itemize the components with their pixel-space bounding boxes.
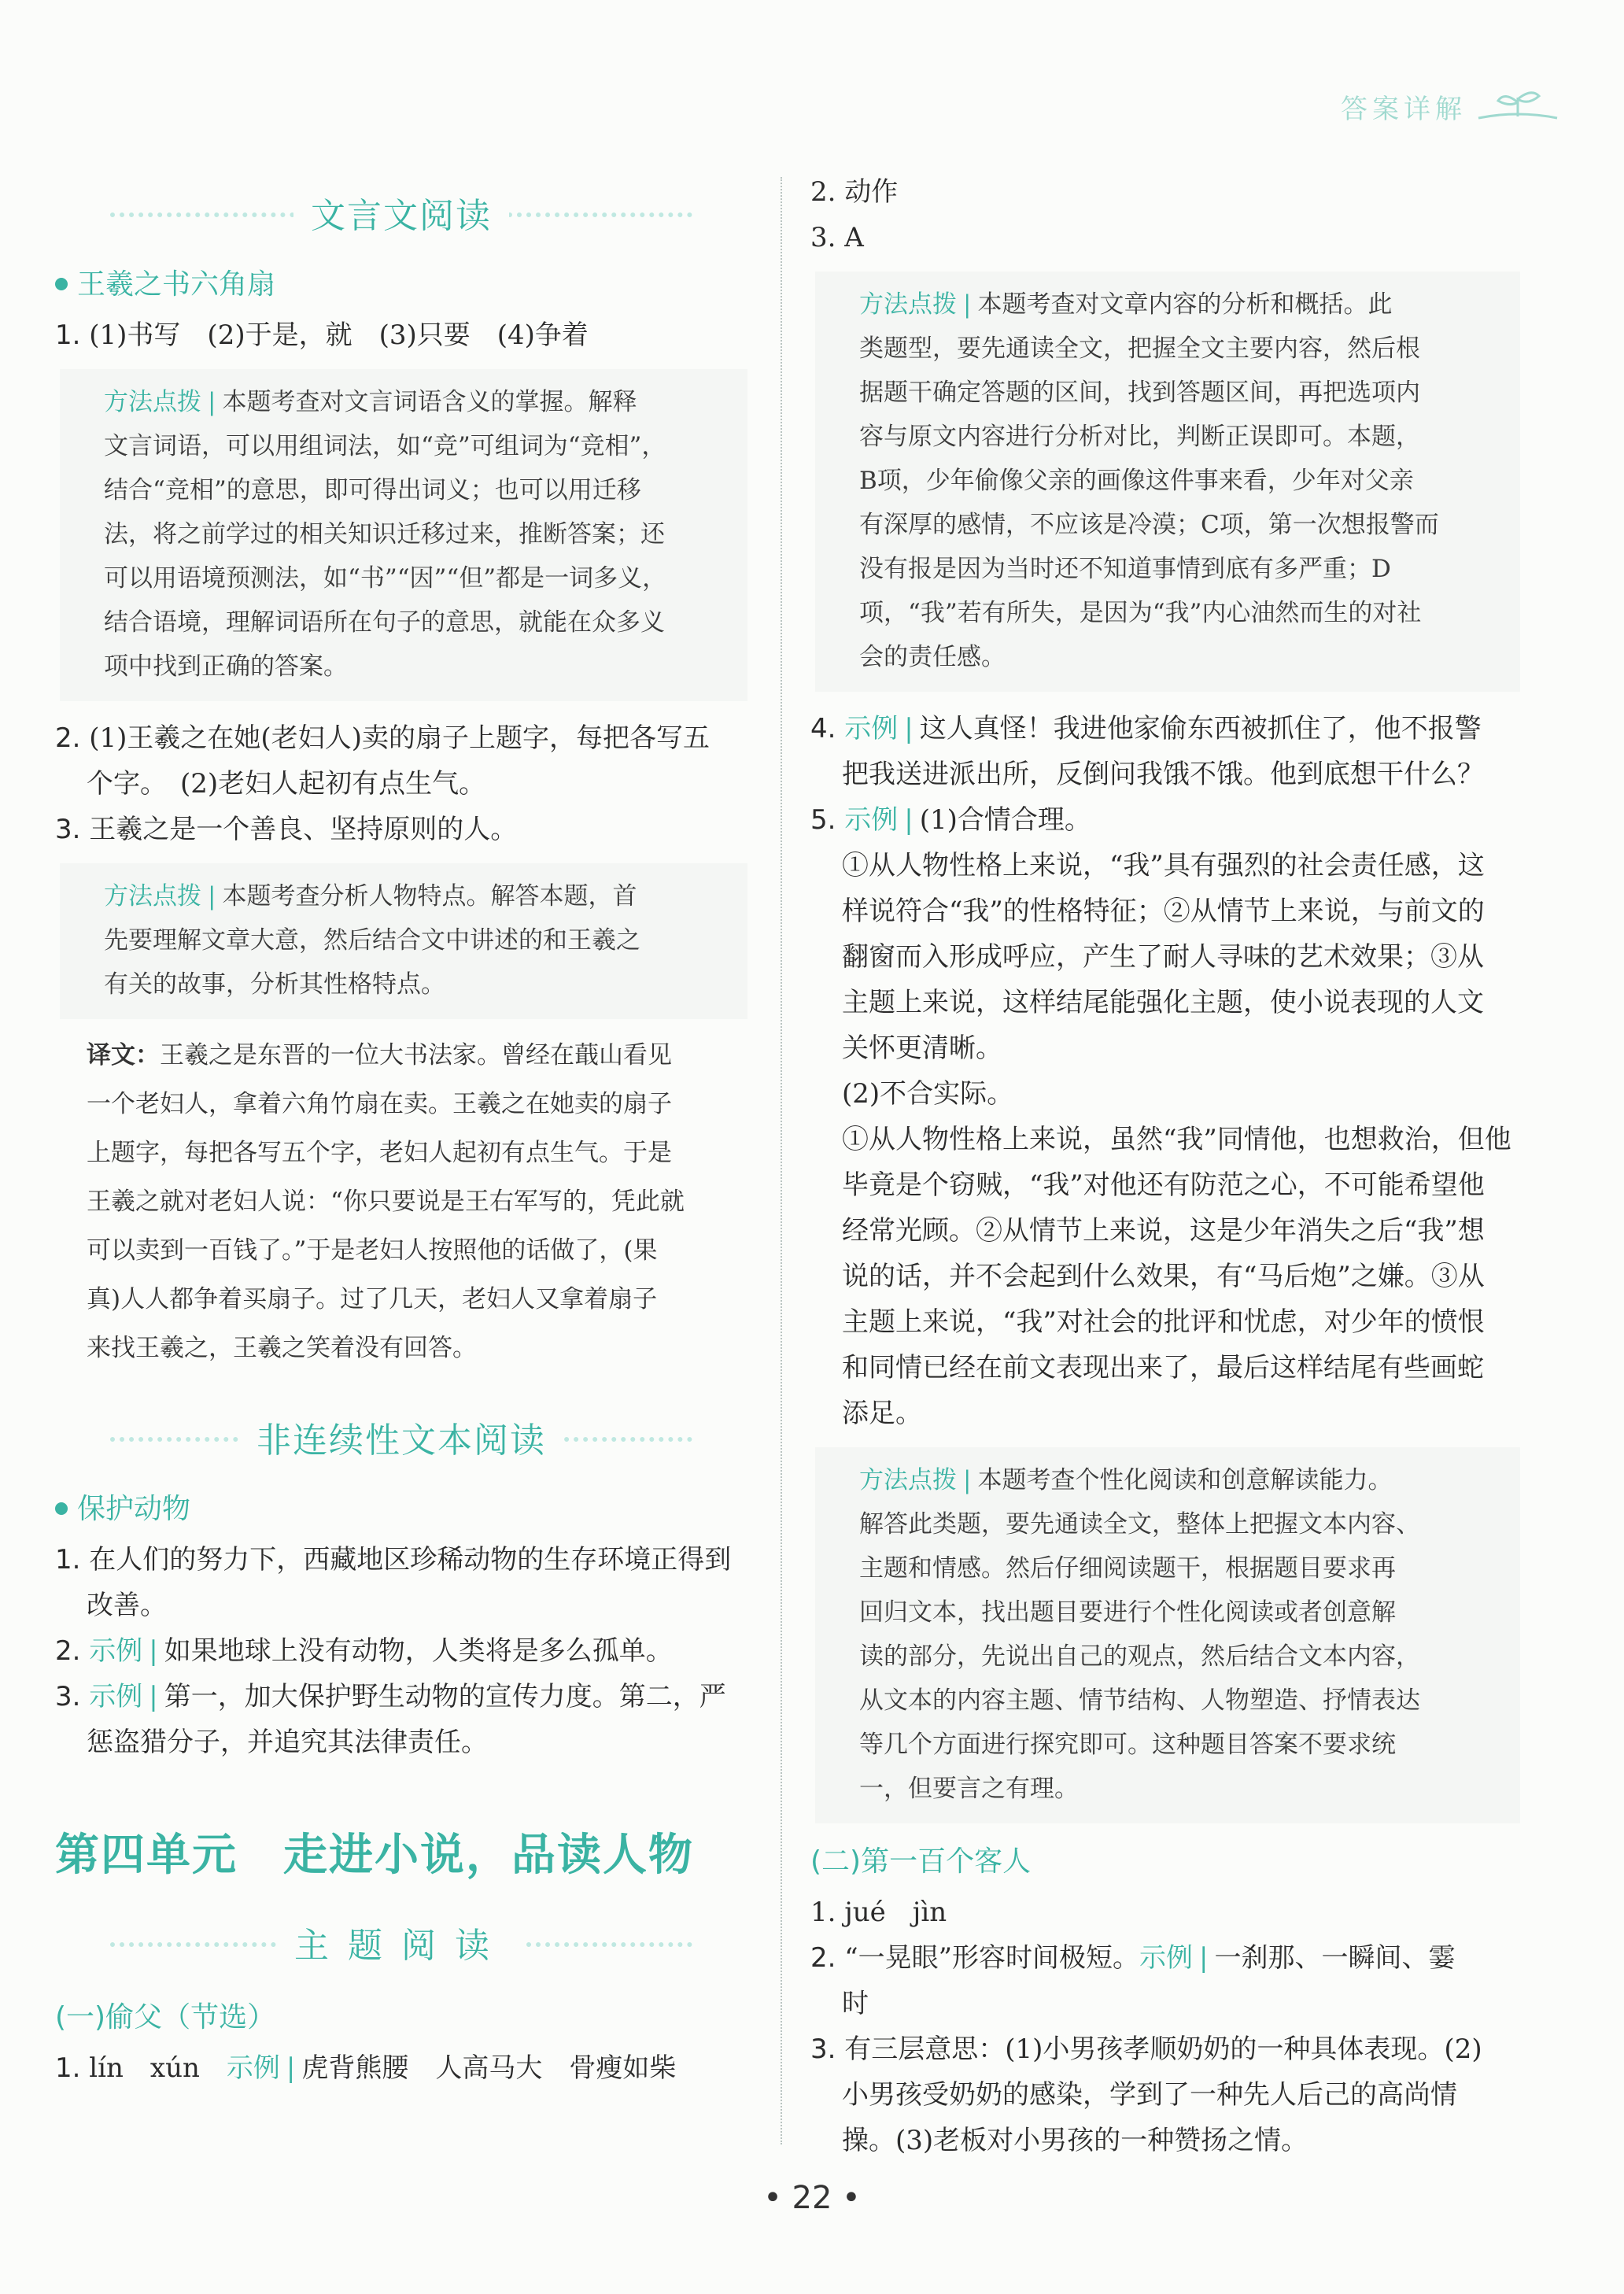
- method-tip: 方法点拨 | 本题考查分析人物特点。解答本题，首 先要理解文章大意，然后结合文中讲述的和王羲之 有关的故事，分析其性格特点。: [60, 863, 747, 1019]
- answer-1: 1. 在人们的努力下，西藏地区珍稀动物的生存环境正得到: [55, 1544, 732, 1576]
- answer-2-cont: 个字。 (2)老妇人起初有点生气。: [87, 768, 486, 800]
- answer-3: 3. A: [810, 222, 864, 253]
- answer-1: 1. lín xún 示例 | 虎背熊腰 人高马大 骨瘦如柴: [55, 2052, 677, 2084]
- method-tip: 方法点拨 | 本题考查个性化阅读和创意解读能力。 解答此类题，要先通读全文，整体上把握文本内容、 主题和情感。然后仔细阅读题干，根据题目要求再 回归文本，找出题目要进行个性化阅读或者创意解 读的部分，先说出自己的观点，然后结合文本内容， 从文本的内容主题、情节结构、人物塑造、抒情表达 等几个方面进行探究即可。这种题目答案不要求统 一，但要言之有理。: [815, 1447, 1520, 1823]
- column-divider: [781, 177, 782, 2144]
- method-tip: 方法点拨 | 本题考查对文章内容的分析和概括。此 类题型，要先通读全文，把握全文主要内容，然后根 据题干确定答题的区间，找到答题区间，再把选项内 容与原文内容进行分析对比，判断正误即可。本题， B项，少年偷像父亲的画像这件事来看，少年对父亲 有深厚的感情，不应该是冷漠；C项，第一次想报警而 没有报是因为当时还不知道事情到底有多严重；D 项，“我”若有所失，是因为“我”内心油然而生的对社 会的责任感。: [815, 272, 1520, 692]
- header-label: 答案详解: [1341, 93, 1467, 125]
- subsection-heading: 王羲之书六角扇: [55, 260, 747, 309]
- answer-5-body: ①从人物性格上来说，“我”具有强烈的社会责任感，这 样说符合“我”的性格特征；②从情节上来说，与前文的 翻窗而入形成呼应，产生了耐人寻味的艺术效果；③从 主题上来说，这样结尾能强化主题，使小说表现的人文 关怀更清晰。 (2)不合实际。 ①从人物性格上来说，虽然“我”同情他，也想救治，但他 毕竟是个窃贼，“我”对他还有防范之心，不可能希望他 经常光顾。②从情节上来说，这是少年消失之后“我”想 说的话，并不会起到什么效果，有“马后炮”之嫌。③从 主题上来说，“我”对社会的批评和忧虑，对少年的愤恨 和同情已经在前文表现出来了，最后这样结尾有些画蛇 添足。: [842, 850, 1511, 1429]
- bullet-dot-icon: [55, 278, 68, 290]
- unit-title: 第四单元 走进小说，品读人物: [55, 1830, 694, 1881]
- subsection-heading: 保护动物: [55, 1485, 747, 1534]
- answer-1: 1. jué jìn: [810, 1897, 947, 1928]
- sprout-icon: [1475, 87, 1561, 126]
- answer-1: 1. (1)书写 (2)于是，就 (3)只要 (4)争着: [55, 320, 589, 351]
- passage-heading: (二)第一百个客人: [810, 1845, 1032, 1878]
- answer-5: 5. 示例 | (1)合情合理。: [810, 804, 1091, 836]
- page-header: [1341, 87, 1561, 126]
- method-tip: 方法点拨 | 本题考查对文言词语含义的掌握。解释 文言词语，可以用组词法，如“竞”可组词为“竞相”， 结合“竞相”的意思，即可得出词义；也可以用迁移 法，将之前学过的相关知识迁移过来，推断答案；还 可以用语境预测法，如“书”“因”“但”都是一词多义， 结合语境，理解词语所在句子的意思，就能在众多义 项中找到正确的答案。: [60, 369, 747, 701]
- translation: 译文：王羲之是东晋的一位大书法家。曾经在蕺山看见 一个老妇人，拿着六角竹扇在卖。王羲之在她卖的扇子 上题字，每把各写五个字，老妇人起初有点生气。于是 王羲之就对老妇人说：“你只要说是王右军写的，凭此就 可以卖到一百钱了。”于是老妇人按照他的话做了，(果 真)人人都争着买扇子。过了几天，老妇人又拿着扇子 来找王羲之，王羲之笑着没有回答。: [87, 1041, 685, 1362]
- bullet-dot-icon: [55, 1502, 68, 1515]
- answer-4: 4. 示例 | 这人真怪！我进他家偷东西被抓住了，他不报警: [810, 713, 1482, 744]
- answer-2: 2. 示例 | 如果地球上没有动物，人类将是多么孤单。: [55, 1635, 673, 1667]
- answer-3: 3. 示例 | 第一，加大保护野生动物的宣传力度。第二，严: [55, 1681, 726, 1712]
- answer-3: 3. 有三层意思：(1)小男孩孝顺奶奶的一种具体表现。(2): [810, 2034, 1482, 2065]
- section-title: 主题阅读: [55, 1899, 747, 1986]
- section-title: 文言文阅读: [55, 169, 747, 256]
- answer-3: 3. 王羲之是一个善良、坚持原则的人。: [55, 814, 518, 845]
- answer-2: 2. 动作: [810, 176, 899, 208]
- answer-2: 2. (1)王羲之在她(老妇人)卖的扇子上题字，每把各写五: [55, 722, 710, 754]
- answer-2: 2. “一晃眼”形容时间极短。示例 | 一刹那、一瞬间、霎: [810, 1942, 1456, 1974]
- page-number: • 22 •: [763, 2180, 861, 2216]
- section-title: 非连续性文本阅读: [55, 1394, 747, 1480]
- passage-heading: (一)偷父（节选）: [55, 2001, 276, 2034]
- right-column: 2. 动作 3. A 方法点拨 | 本题考查对文章内容的分析和概括。此 类题型，要先通读全文，把握全文主要内容，然后根 据题干确定答题的区间，找到答题区间，再把选项内 容与原文内容进行分析对比，判断正误即可。本题， B项，少年偷像父亲的画像这件事来看，少年对父亲 有深厚的感情，不应该是冷漠；C项，第一次想报警而 没有报是因为当时还不知道事情到底有多严重；D 项，“我”若有所失，是因为“我”内心油然而生的对社 会的责任感。 4. 示例 | 这人真怪！我进他家偷东西被抓住了，他不报警 把我送进派出所，反倒问我饿不饿。他到底想干什么？ 5. 示例 | (1)合情合理。 ①从人物性格上来说，“我”具有强烈的社会责任感，这 样说符合“我”的性格特征；②从情节上来说，与前文的 翻窗而入形成呼应，产生了耐人寻味的艺术效果；③从 主题上来说，这样结尾能强化主题，使小说表现的人文 关怀更清晰。 (2)不合实际。 ①从人物性格上来说，虽然“我”同情他，也想救治，但他 毕竟是个窃贼，“我”对他还有防范之心，不可能希望他 经常光顾。②从情节上来说，这是少年消失之后“我”想 说的话，并不会起到什么效果，有“马后炮”之嫌。③从 主题上来说，“我”对社会的批评和忧虑，对少年的愤恨 和同情已经在前文表现出来了，最后这样结尾有些画蛇 添足。 方法点拨 | 本题考查个性化阅读和创意解读能力。 解答此类题，要先通读全文，整体上把握文本内容、 主题和情感。然后仔细阅读题干，根据题目要求再 回归文本，找出题目要进行个性化阅读或者创意解 读的部分，先说出自己的观点，然后结合文本内容， 从文本的内容主题、情节结构、人物塑造、抒情表达 等几个方面进行探究即可。这种题目答案不要求统 一，但要言之有理。 (二)第一百个客人 1. jué jìn 2. “一晃眼”形容时间极短。示例 | 一刹那、一瞬间、霎 时 3. 有三层意思：(1)小男孩孝顺奶奶的一种具体表现。(2) 小男孩受奶奶的感染，学到了一种先人后己的高尚情 操。(3)老板对小男孩的一种赞扬之情。: [810, 169, 1520, 2163]
- left-column: 文言文阅读 王羲之书六角扇 1. (1)书写 (2)于是，就 (3)只要 (4)争着 方法点拨 | 本题考查对文言词语含义的掌握。解释 文言词语，可以用组词法，如“竞”可组词为“竞相”， 结合“竞相”的意思，即可得出词义；也可以用迁移 法，将之前学过的相关知识迁移过来，推断答案；还 可以用语境预测法，如“书”“因”“但”都是一词多义， 结合语境，理解词语所在句子的意思，就能在众多义 项中找到正确的答案。 2. (1)王羲之在她(老妇人)卖的扇子上题字，每把各写五 个字。 (2)老妇人起初有点生气。 3. 王羲之是一个善良、坚持原则的人。 方法点拨 | 本题考查分析人物特点。解答本题，首 先要理解文章大意，然后结合文中讲述的和王羲之 有关的故事，分析其性格特点。 译文：王羲之是东晋的一位大书法家。曾经在蕺山看见 一个老妇人，拿着六角竹扇在卖。王羲之在她卖的扇子 上题字，每把各写五个字，老妇人起初有点生气。于是 王羲之就对老妇人说：“你只要说是王右军写的，凭此就 可以卖到一百钱了。”于是老妇人按照他的话做了，(果 真)人人都争着买扇子。过了几天，老妇人又拿着扇子 来找王羲之，王羲之笑着没有回答。 非连续性文本阅读 保护动物 1. 在人们的努力下，西藏地区珍稀动物的生存环境正得到 改善。 2. 示例 | 如果地球上没有动物，人类将是多么孤单。 3. 示例 | 第一，加大保护野生动物的宣传力度。第二，严 惩盗猎分子，并追究其法律责任。 第四单元 走进小说，品读人物 主题阅读 (一)偷父（节选） 1. lín xún 示例 | 虎背熊腰 人高马大 骨瘦如柴: [55, 169, 747, 2091]
